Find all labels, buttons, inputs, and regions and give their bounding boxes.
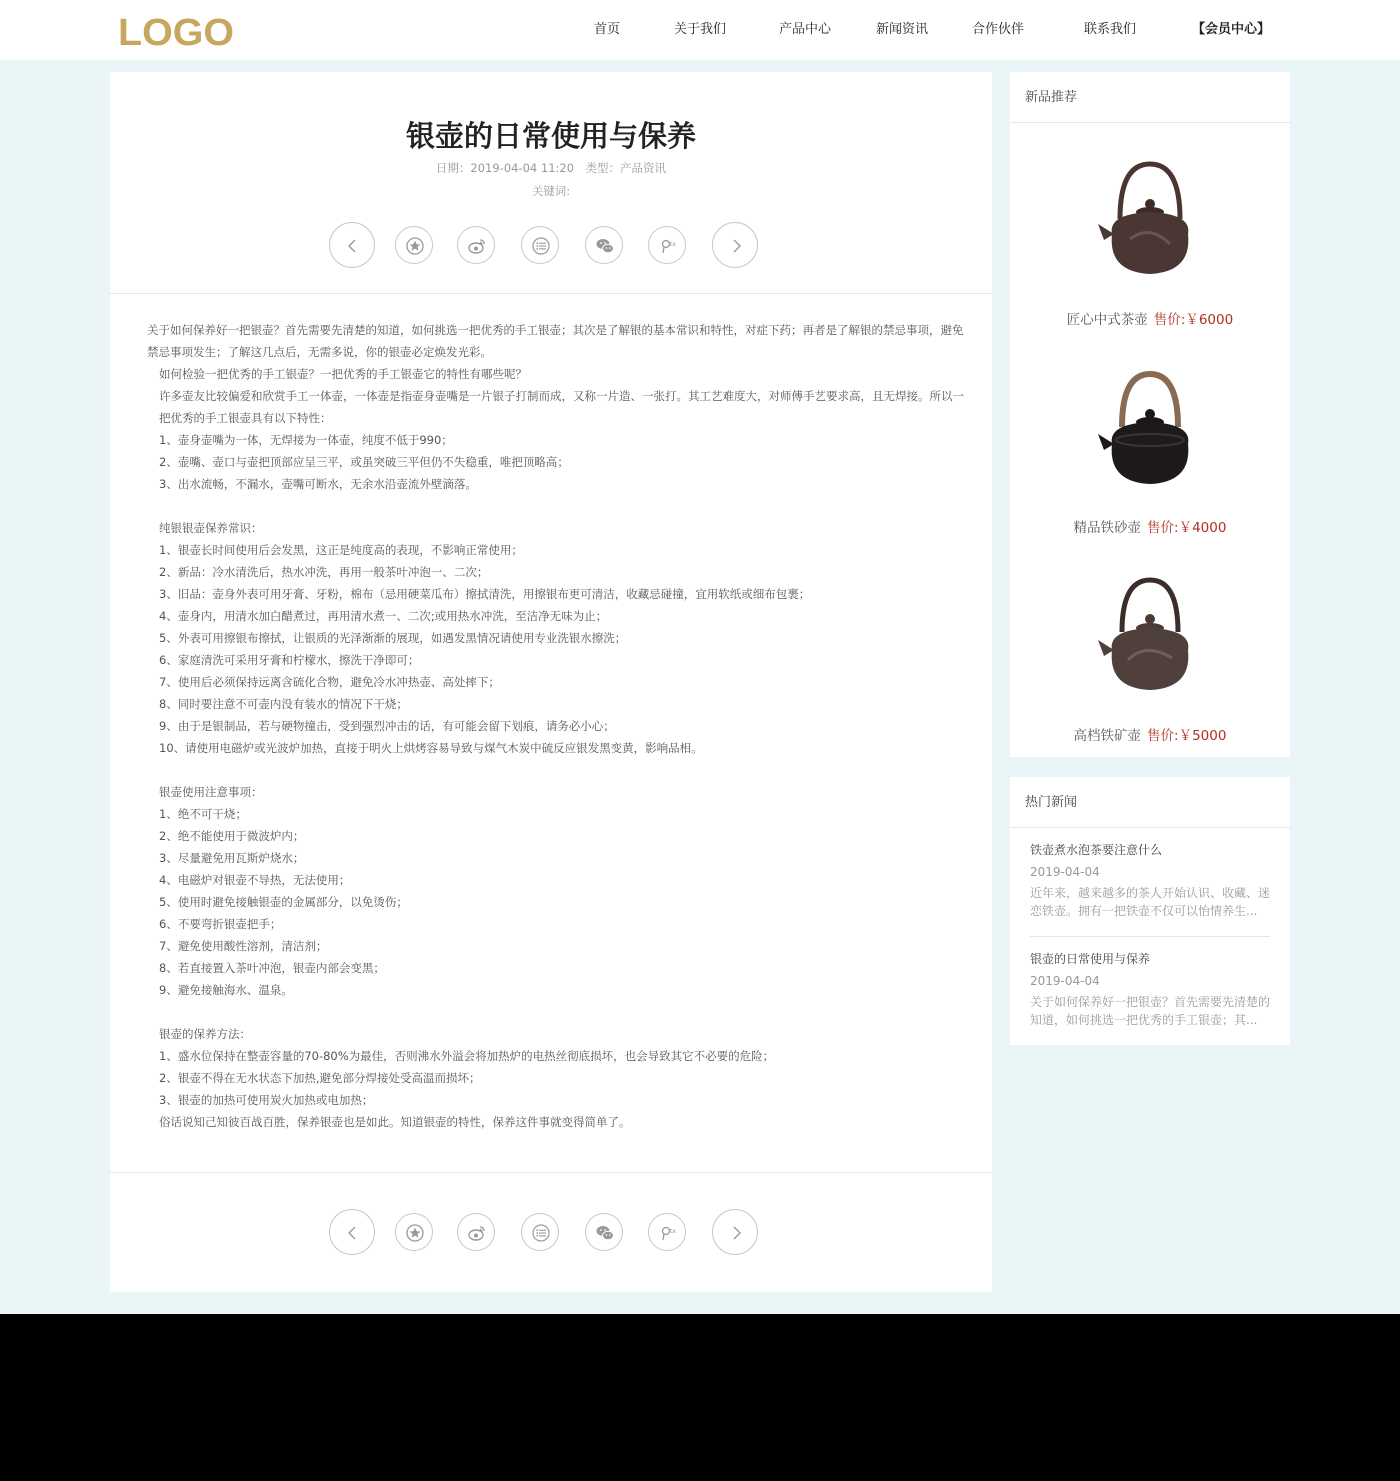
article-paragraph: 俗话说知己知彼百战百胜，保养银壶也是如此。知道银壶的特性，保养这件事就变得简单了。: [159, 1115, 631, 1129]
prev-arrow-icon[interactable]: [329, 222, 375, 268]
prev-arrow-icon[interactable]: [329, 1209, 375, 1255]
article-paragraph: 3、银壶的加热可使用炭火加热或电加热；: [159, 1093, 374, 1107]
news-item[interactable]: [1030, 840, 1270, 920]
teapot-icon[interactable]: [1090, 154, 1210, 284]
nav-home[interactable]: 首页: [594, 22, 621, 37]
new-products-title: 新品推荐: [1010, 72, 1290, 123]
wechat-icon[interactable]: [585, 1213, 623, 1251]
news-date: 2019-04-04: [1030, 865, 1100, 879]
product-name: 匠心中式茶壶: [1066, 312, 1148, 328]
article-panel: [110, 72, 992, 1292]
product-price: 售价:￥5000: [1147, 728, 1227, 744]
article-subheading: 银壶使用注意事项：: [159, 785, 263, 799]
teapot-icon[interactable]: [1090, 570, 1210, 700]
article-paragraph: 7、避免使用酸性溶剂，清洁剂；: [159, 939, 328, 953]
article-paragraph: 6、家庭清洗可采用牙膏和柠檬水，擦洗干净即可；: [159, 653, 420, 667]
article-paragraph: 如何检验一把优秀的手工银壶？一把优秀的手工银壶它的特性有哪些呢？: [159, 367, 527, 381]
svg-text:tx: tx: [670, 241, 676, 248]
weibo-icon[interactable]: [457, 1213, 495, 1251]
favorite-star-icon[interactable]: [395, 1213, 433, 1251]
article-paragraph: 许多壶友比较偏爱和欣赏手工一体壶，一体壶是指壶身壶嘴是一片银子打制而成，又称一片造、一张打。其工艺难度大，对师傅手艺要求高，且无焊接。所以一把优秀的手工银壶具有以下特性：: [159, 389, 964, 425]
article-paragraph: 3、尽量避免用瓦斯炉烧水；: [159, 851, 305, 865]
article-blank: [135, 495, 970, 517]
article-paragraph: 9、由于是银制品，若与硬物撞击，受到强烈冲击的话，有可能会留下划痕，请务必小心；: [159, 719, 615, 733]
article-paragraph: 9、避免接触海水、温泉。: [159, 983, 293, 997]
article-subheading: 银壶的保养方法：: [159, 1027, 251, 1041]
svg-text:LOGO: LOGO: [118, 12, 234, 48]
article-paragraph: 3、旧品：壶身外表可用牙膏、牙粉，棉布（忌用硬菜瓜布）擦拭清洗，用擦银布更可清洁，收藏忌碰撞，宜用软纸或细布包裹；: [159, 587, 811, 601]
article-paragraph: 5、外表可用擦银布擦拭，让银质的光泽渐渐的展现，如遇发黑情况请使用专业洗银水擦洗；: [159, 631, 627, 645]
hot-news-title: 热门新闻: [1010, 777, 1290, 828]
news-title[interactable]: 铁壶煮水泡茶要注意什么: [1030, 843, 1163, 857]
article-subheading: 纯银银壶保养常识：: [159, 521, 263, 535]
nav-member-center[interactable]: 【会员中心】: [1192, 22, 1271, 37]
share-bar-bottom: [110, 1209, 992, 1255]
product-name: 精品铁砂壶: [1073, 520, 1142, 536]
article-paragraph: 2、绝不能使用于微波炉内；: [159, 829, 305, 843]
nav-about[interactable]: 关于我们: [674, 22, 727, 37]
tencent-weibo-icon[interactable]: [648, 1213, 686, 1251]
product-name: 高档铁矿壶: [1073, 728, 1142, 744]
site-header: [0, 0, 1400, 60]
article-blank: [135, 1001, 970, 1023]
new-products-panel: [1010, 72, 1290, 757]
wechat-icon[interactable]: [585, 226, 623, 264]
article-paragraph: 2、银壶不得在无水状态下加热,避免部分焊接处受高温而损坏；: [159, 1071, 481, 1085]
article-keywords: 关键词:: [531, 184, 571, 198]
news-desc: 关于如何保养好一把银壶？首先需要先清楚的知道，如何挑选一把优秀的手工银壶；其...: [1030, 995, 1271, 1027]
article-paragraph: 4、壶身内，用清水加白醋煮过，再用清水煮一、二次;或用热水冲洗，至洁净无味为止；: [159, 609, 608, 623]
article-paragraph: 1、银壶长时间使用后会发黑，这正是纯度高的表现，不影响正常使用；: [159, 543, 523, 557]
nav-partners[interactable]: 合作伙伴: [972, 22, 1025, 37]
news-date: 2019-04-04: [1030, 974, 1100, 988]
article-paragraph: 8、同时要注意不可壶内没有装水的情况下干烧；: [159, 697, 408, 711]
next-arrow-icon[interactable]: [712, 1209, 758, 1255]
nav-products[interactable]: 产品中心: [779, 22, 832, 37]
teapot-icon[interactable]: [1090, 362, 1210, 492]
article-paragraph: 3、出水流畅，不漏水，壶嘴可断水，无余水沿壶流外壁滴落。: [159, 477, 477, 491]
article-paragraph: 5、使用时避免接触银壶的金属部分，以免烫伤；: [159, 895, 408, 909]
article-paragraph: 4、电磁炉对银壶不导热，无法使用；: [159, 873, 351, 887]
weibo-icon[interactable]: [457, 226, 495, 264]
share-bar-top: [110, 222, 992, 268]
article-paragraph: 1、盛水位保持在整壶容量的70-80%为最佳，否则沸水外溢会将加热炉的电热丝彻底损坏，也会导致其它不必要的危险；: [159, 1049, 775, 1063]
logo[interactable]: [118, 12, 238, 48]
product-price: 售价:￥6000: [1153, 312, 1234, 328]
article-blank: [135, 759, 970, 781]
product-price: 售价:￥4000: [1147, 520, 1227, 536]
article-header: [110, 72, 992, 294]
favorite-star-icon[interactable]: [395, 226, 433, 264]
svg-text:tx: tx: [670, 1228, 676, 1235]
article-paragraph: 8、若直接置入茶叶冲泡，银壶内部会变黑；: [159, 961, 385, 975]
article-paragraph: 10、请使用电磁炉或光波炉加热，直接于明火上烘烤容易导致与煤气木炭中硫反应银发黑变黄，影响品相。: [159, 741, 703, 755]
article-body: [135, 319, 970, 1133]
hot-news-panel: [1010, 777, 1290, 1045]
article-meta: 日期：2019-04-04 11:20 类型：产品资讯: [435, 161, 667, 175]
article-footer: [110, 1172, 992, 1292]
tencent-weibo-icon[interactable]: [648, 226, 686, 264]
news-desc: 近年来，越来越多的茶人开始认识、收藏、迷恋铁壶。拥有一把铁壶不仅可以怡情养生...: [1030, 886, 1271, 918]
list-icon[interactable]: [521, 226, 559, 264]
article-paragraph: 1、壶身壶嘴为一体，无焊接为一体壶，纯度不低于990；: [159, 433, 453, 447]
article-paragraph: 7、使用后必须保持远离含硫化合物，避免冷水冲热壶、高处摔下；: [159, 675, 500, 689]
article-paragraph: 2、新品：冷水清洗后，热水冲洗，再用一般茶叶冲泡一、二次；: [159, 565, 489, 579]
next-arrow-icon[interactable]: [712, 222, 758, 268]
news-divider: [1030, 936, 1270, 937]
article-paragraph: 2、壶嘴、壶口与壶把顶部应呈三平，或虽突破三平但仍不失稳重，唯把顶略高；: [159, 455, 569, 469]
nav-contact[interactable]: 联系我们: [1084, 22, 1137, 37]
article-paragraph: 6、不要弯折银壶把手；: [159, 917, 282, 931]
list-icon[interactable]: [521, 1213, 559, 1251]
article-paragraph: 1、绝不可干烧；: [159, 807, 247, 821]
article-paragraph: 关于如何保养好一把银壶？首先需要先清楚的知道，如何挑选一把优秀的手工银壶；其次是了解银的基本常识和特性，对症下药；再者是了解银的禁忌事项，避免禁忌事项发生；了解这几点后，无需多说，你的银壶必定焕发光彩。: [147, 323, 964, 359]
news-title[interactable]: 银壶的日常使用与保养: [1030, 952, 1151, 966]
article-title: 银壶的日常使用与保养: [405, 119, 696, 153]
nav-news[interactable]: 新闻资讯: [876, 22, 929, 37]
news-item[interactable]: [1030, 949, 1270, 1029]
